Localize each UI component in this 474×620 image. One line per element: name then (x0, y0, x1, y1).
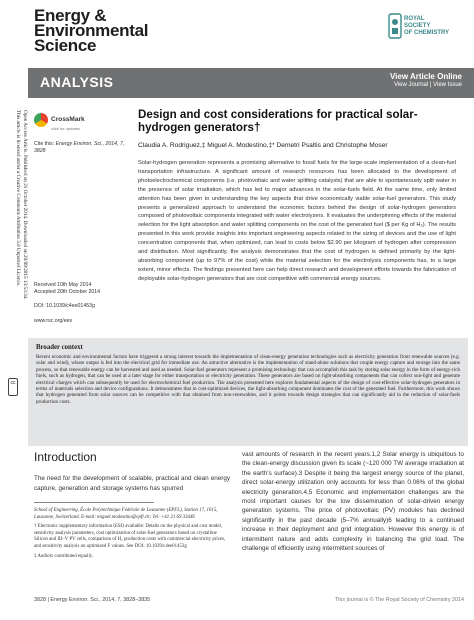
journal-name-line3: Science (34, 36, 97, 55)
publisher-line1: ROYAL SOCIETY (404, 16, 431, 29)
crossmark-icon (34, 113, 48, 127)
stamp-line1: Open Access Article. Published on 21 October 2014. Downloaded on 20/09/2015 13:53:34. (22, 110, 28, 300)
view-article-online-link[interactable]: View Article Online (389, 72, 462, 81)
article-dates (34, 282, 134, 325)
footnote-divider (34, 502, 154, 503)
doi[interactable]: DOI: 10.1039/c4ee01453g (34, 303, 95, 310)
journal-name-line1: Energy & (34, 6, 107, 25)
author-list: Claudia A. Rodriguez,‡ Miguel A. Modestino,‡* Demetri Psaltis and Christophe Moser (138, 142, 388, 149)
cc-license-icon[interactable]: cc (8, 378, 18, 396)
footnote-affiliation (34, 508, 230, 521)
journal-masthead (34, 8, 464, 56)
footer-page-ref: 3828 | Energy Environ. Sci., 2014, 7, 3828–3835 (34, 597, 151, 603)
received-date: Received 10th May 2014 (34, 282, 92, 288)
section-banner (28, 68, 474, 98)
journal-name (34, 6, 149, 55)
intro-paragraph: The need for the development of scalable, practical and clean energy capture, generation and storage systems has spurred (34, 475, 230, 492)
affiliation-text: School of Engineering, École Polytechnique Fédérale de Lausanne (EPFL), Station 17, 1015, Lausanne, Switzerland. E-mail: miguel.modestino@epfl.ch; Tel: +41 21 69 33446 (34, 508, 218, 520)
footer-copyright: This journal is © The Royal Society of Chemistry 2014 (334, 597, 464, 603)
article-title: Design and cost considerations for practical solar-hydrogen generators† (138, 108, 418, 134)
crossmark-sub: click for updates (51, 126, 80, 131)
left-column (34, 450, 230, 563)
crossmark-label: CrossMark (51, 116, 85, 123)
citation (34, 141, 130, 155)
section-heading-introduction: Introduction (34, 450, 97, 464)
intro-paragraph-continued: vast amounts of research in the recent years.1,2 Solar energy is ubiquitous to the clean-energy discussion given its scale (~120 000 TW average irradiation at the earth's surface).3 Despite it being the largest energy source of the planet, direct solar-energy utilization only accounts for less than 0.06% of the global electricity generation.4,5 Economic and implementation challenges are the most important causes for the low dissemination of solar-driven energy generation systems. The price of photovoltaic (PV) modules has declined significantly in the past decade (5–7% annually)6 leading to a continued increase in their deployment and grid integration. However this energy is of intermittent nature and adds complexity in balancing the grid load. The challenge of efficiently using intermittent sources of (242, 451, 464, 553)
cite-ref: Energy Environ. Sci., 2014, 7, 3828 (34, 141, 125, 154)
rsc-emblem-icon (388, 12, 402, 42)
broader-context-body: Recent economic and environmental factors have triggered a strong interest towards the implementation of clean-energy generation technologies such as electricity generation from renewable sources (e.g. solar and wind), whose output is fed into the electrical grid for immediate use. An attractive alternative is the implementation of stand-alone solutions that couple energy capture and storage into the same process, so that renewable energy can be harvested and used as needed. Solar-fuel generators represent a promising technology that can accomplish this task by storing solar energy in the form of energy-rich fuels, such as hydrogen, that can be used at a later stage for either transportation or electricity generation. These generators are based on light-absorbing components that can collect sun-light and generate electrical charges which can subsequently be used for electrochemical fuel production. The analysis presented here explores fundamental aspects of the design of cost-effective solar-hydrogen generators in terms of materials selection and device configurations. It demonstrates that in cost-optimized devices, the light-absorbing component dominates the cost of the generated fuel. Furthermore, this work shows that hydrogen generated from solar sources can be competitive with that obtained from non-renewables, and it points towards design strategies that can significantly aid in the reduction of solar-fuels production costs. (36, 354, 460, 405)
journal-site-link[interactable]: www.rsc.org/ees (34, 317, 73, 324)
journal-name-line2: Environmental (34, 21, 149, 40)
article-header (138, 108, 456, 284)
footnote-esi: † Electronic supplementary information (ESI) available: Details on the physical and cost model, sensitivity analysis parameters, cost optimization of solar-fuel generators based on crystalline Silicon and III–V PV cells, comparison of H₂ production costs with commercial electricity prices, and sensitivity analysis on optimized F values. See DOI: 10.1039/c4ee01453g (34, 524, 226, 549)
footnote-equal-contribution: ‡ Authors contributed equally. (34, 553, 94, 559)
article-meta (34, 108, 130, 155)
view-journal-issue-link[interactable]: View Journal | View Issue (393, 82, 462, 88)
abstract: Solar-hydrogen generation represents a promising alternative to fossil fuels for the large-scale implementation of a clean-fuel transportation infrastructure. A significant amount of research resources has been allocated to the development of photoelectrochemical components (i.e. photovoltaic and water splitting catalysts) that are able to spontaneously split water in the presence of solar irradiation, which has led to major advances in the solar-fuels field. At the same time, only limited attention has been given to understanding the key aspects that drive economically viable solar-fuel generators. This study presents a generalized approach to understand the economic factors behind the design of solar-hydrogen generators composed of photovoltaic components integrated with water electrolyzers. It evaluates the underpinning effects of the material selection for the light absorption and water splitting components on the cost of the generated fuel ($ per Kg of H₂). The results presented in this work provide insights into important engineering aspects related to the sizing of devices and the use of light concentration components that, when optimized, can lead to costs below $2.90 per kilogram of hydrogen after compression and distribution. Most significantly, the analysis demonstrates that the cost of hydrogen is defined primarily by the light-absorbing component (up to 97% of the cost) while the material selection for the electrolysis components has, to a large extent, minor effects. The findings presented here can help direct research and development efforts towards the fabrication of deployable solar-hydrogen generators that are cost competitive with commercial energy sources. (138, 160, 456, 282)
stamp-line2: This article is licensed under a Creative Commons Attribution 3.0 Unported Licence. (15, 110, 22, 287)
publisher-line2: OF CHEMISTRY (404, 30, 450, 36)
rsc-logo (388, 10, 454, 50)
right-column (242, 450, 464, 553)
broader-context-box (28, 338, 468, 446)
cite-prefix: Cite this: (34, 141, 55, 147)
crossmark-badge[interactable] (34, 108, 130, 131)
accepted-date: Accepted 20th October 2014 (34, 289, 101, 296)
section-label: ANALYSIS (40, 74, 114, 90)
broader-context-title: Broader context (36, 344, 83, 351)
open-access-stamp (2, 110, 28, 410)
